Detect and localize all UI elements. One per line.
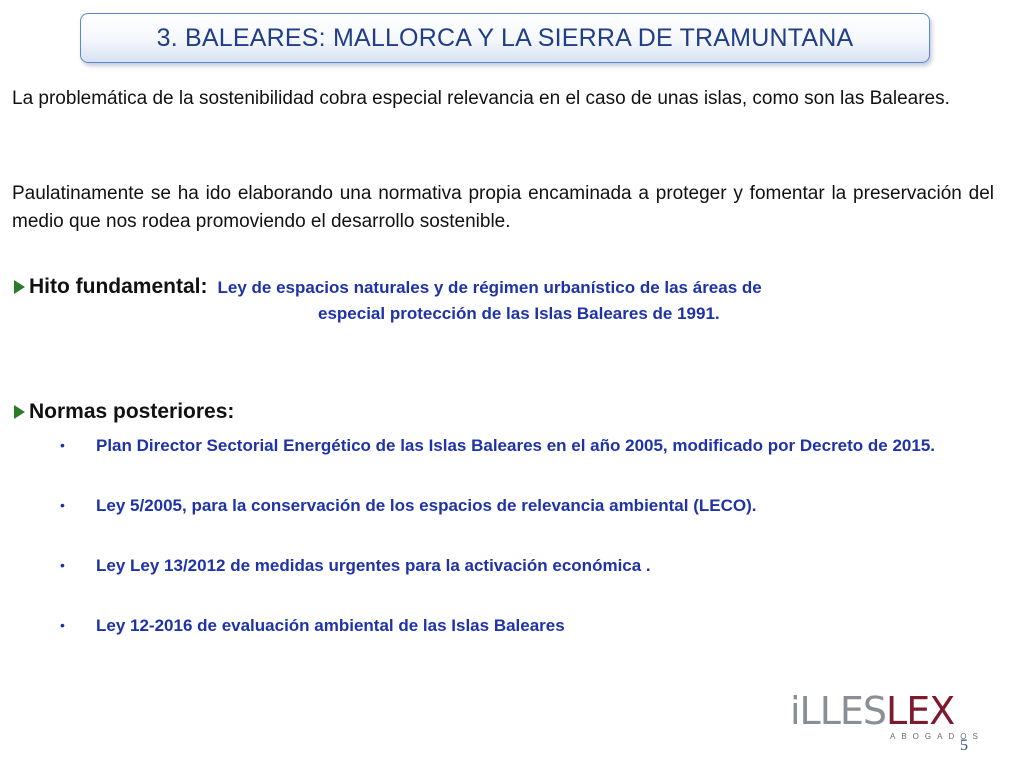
- bullet-dot-icon: •: [60, 557, 65, 573]
- list-item-text: Ley Ley 13/2012 de medidas urgentes para la activación económica .: [96, 556, 651, 575]
- normas-heading: [14, 400, 234, 424]
- list-item: [60, 493, 995, 518]
- bullet-dot-icon: •: [60, 437, 65, 453]
- page-number: 5: [960, 737, 968, 754]
- list-item: [60, 433, 995, 458]
- illeslex-logo: [790, 689, 984, 742]
- list-item-text: Ley 12-2016 de evaluación ambiental de las Islas Baleares: [96, 616, 565, 635]
- hito-label: Hito fundamental:: [29, 275, 208, 298]
- normas-list: [60, 433, 995, 638]
- bullet-dot-icon: •: [60, 497, 65, 513]
- hito-law-line2: especial protección de las Islas Baleares de 1991.: [318, 304, 720, 323]
- slide-title-box: [80, 13, 930, 63]
- hito-section: [14, 275, 1004, 323]
- intro-paragraph: La problemática de la sostenibilidad cobra especial relevancia en el caso de unas islas, como son las Baleares.: [12, 88, 950, 109]
- list-item: [60, 613, 995, 638]
- list-item-text: Plan Director Sectorial Energético de las Islas Baleares en el año 2005, modificado por Decreto de 2015.: [96, 436, 936, 455]
- normativa-paragraph: Paulatinamente se ha ido elaborando una normativa propia encaminada a proteger y fomentar la preservación del medio que nos rodea promoviendo el desarrollo sostenible.: [12, 183, 994, 232]
- list-item-text: Ley 5/2005, para la conservación de los espacios de relevancia ambiental (LECO).: [96, 496, 757, 515]
- logo-subtitle: ABOGADOS: [890, 732, 984, 741]
- logo-wordmark: iLLESLEX: [790, 689, 955, 733]
- bullet-dot-icon: •: [60, 617, 65, 633]
- arrow-bullet-icon: [14, 280, 25, 294]
- arrow-bullet-icon: [14, 405, 25, 419]
- list-item: [60, 553, 995, 578]
- normas-label: Normas posteriores:: [29, 400, 235, 423]
- slide-title: 3. BALEARES: MALLORCA Y LA SIERRA DE TRAMUNTANA: [156, 23, 854, 52]
- hito-law-line1: Ley de espacios naturales y de régimen urbanístico de las áreas de: [217, 278, 762, 297]
